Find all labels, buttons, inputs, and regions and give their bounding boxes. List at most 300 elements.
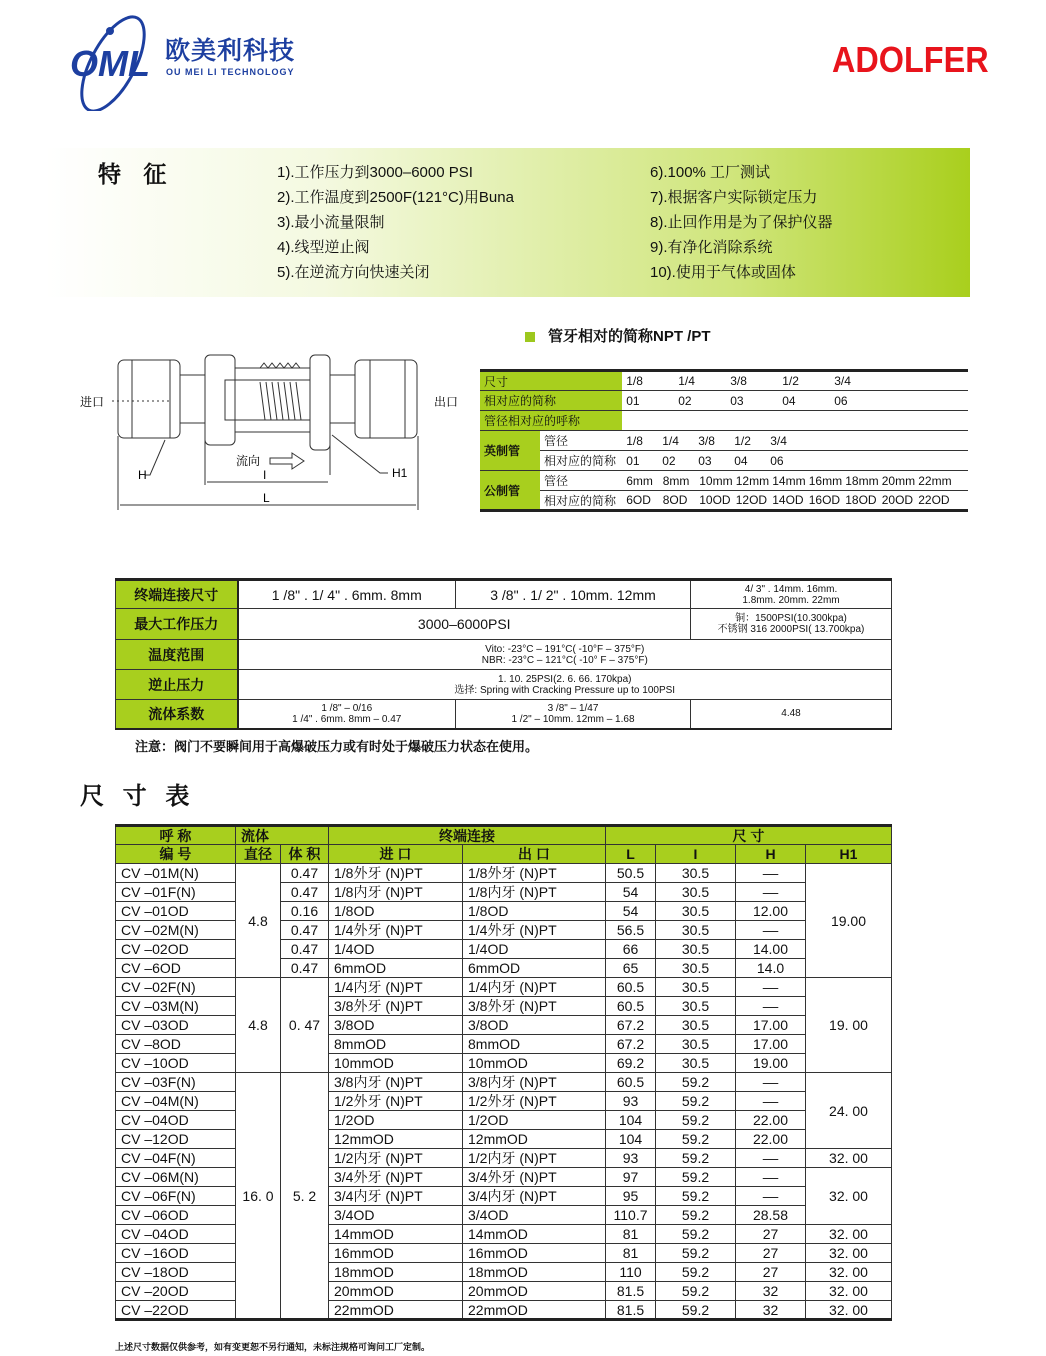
- table-cell: 30.5: [656, 883, 736, 902]
- table-cell: CV –12OD: [116, 1130, 236, 1149]
- table-cell: 27: [736, 1244, 806, 1263]
- table-cell: 22.00: [736, 1130, 806, 1149]
- table-cell: CV –02M(N): [116, 921, 236, 940]
- table-row: [116, 978, 892, 997]
- feature-item: 3).最小流量限制: [277, 214, 385, 231]
- table-cell: 30.5: [656, 959, 736, 978]
- header-cell: I: [656, 845, 736, 864]
- table-cell: 30.5: [656, 940, 736, 959]
- table-cell: 59.2: [656, 1206, 736, 1225]
- table-cell: ––: [736, 1149, 806, 1168]
- table-cell: CV –06OD: [116, 1206, 236, 1225]
- table-row: [116, 864, 892, 883]
- table-cell: 6mmOD: [463, 959, 606, 978]
- spec-cell: 铜：1500PSI(10.300kpa) 不锈钢 316 2000PSI( 13.700kpa): [691, 609, 892, 640]
- table-cell: 1/8内牙 (N)PT: [463, 883, 606, 902]
- h-label: H: [138, 468, 147, 482]
- table-cell: CV –04M(N): [116, 1092, 236, 1111]
- table-cell: 3/8OD: [463, 1016, 606, 1035]
- spec-cell: 1 /8" . 1/ 4" . 6mm. 8mm: [238, 580, 456, 609]
- table-cell: 50.5: [606, 864, 656, 883]
- table-cell: 18mmOD: [463, 1263, 606, 1282]
- outlet-label: 出口: [434, 395, 459, 409]
- table-cell: 104: [606, 1130, 656, 1149]
- npt-value: 04: [782, 393, 796, 408]
- npt-value: 14OD: [772, 493, 804, 507]
- table-cell: CV –04OD: [116, 1225, 236, 1244]
- table-cell: 1/2外牙 (N)PT: [329, 1092, 463, 1111]
- npt-value: 12OD: [735, 493, 768, 507]
- spec-cell: 4.48: [691, 700, 892, 729]
- features-title: 特 征: [98, 161, 175, 187]
- table-row: [116, 1035, 892, 1054]
- table-cell: CV –04F(N): [116, 1149, 236, 1168]
- header-cell: 体 积: [281, 845, 329, 864]
- spec-cell: 4/ 3" . 14mm. 16mm. 1.8mm. 20mm. 22mm: [691, 580, 892, 609]
- feature-item: 1).工作压力到3000–6000 PSI: [277, 164, 473, 181]
- logo-english-name: OU MEI LI TECHNOLOGY: [166, 67, 295, 77]
- table-row: [116, 902, 892, 921]
- table-cell: 30.5: [656, 1054, 736, 1073]
- table-cell: 59.2: [656, 1073, 736, 1092]
- table-cell: 0. 47: [281, 978, 329, 1073]
- table-cell: 1/4OD: [329, 940, 463, 959]
- table-cell: CV –06M(N): [116, 1168, 236, 1187]
- npt-abbrs: [622, 391, 968, 411]
- table-cell: 110.7: [606, 1206, 656, 1225]
- table-cell: 93: [606, 1092, 656, 1111]
- check-valve-diagram: [70, 340, 470, 520]
- spec-label: 逆止压力: [116, 670, 238, 700]
- table-cell: CV –20OD: [116, 1282, 236, 1301]
- metric-label: 公制管: [480, 471, 540, 511]
- table-cell: 60.5: [606, 978, 656, 997]
- table-cell: 27: [736, 1225, 806, 1244]
- header-cell: 呼 称: [116, 826, 236, 845]
- table-cell: 3/4OD: [329, 1206, 463, 1225]
- npt-value: 06: [834, 393, 848, 408]
- table-cell: 3/4外牙 (N)PT: [329, 1168, 463, 1187]
- table-cell: CV –22OD: [116, 1301, 236, 1320]
- table-cell: 14.00: [736, 940, 806, 959]
- table-cell: 12mmOD: [329, 1130, 463, 1149]
- npt-value: 20OD: [881, 493, 914, 507]
- h1-label: H1: [392, 466, 408, 480]
- table-cell: 32. 00: [806, 1244, 892, 1263]
- table-cell: 110: [606, 1263, 656, 1282]
- logo-chinese-name: 欧美利科技: [165, 37, 296, 65]
- table-cell: 3/4内牙 (N)PT: [329, 1187, 463, 1206]
- npt-value: 18mm: [845, 473, 879, 488]
- table-cell: 19.00: [806, 864, 892, 978]
- table-cell: 59.2: [656, 1168, 736, 1187]
- table-cell: 10mmOD: [329, 1054, 463, 1073]
- npt-value: 22mm: [918, 473, 952, 488]
- table-cell: CV –03M(N): [116, 997, 236, 1016]
- table-cell: 6mmOD: [329, 959, 463, 978]
- table-cell: CV –02F(N): [116, 978, 236, 997]
- table-cell: 54: [606, 883, 656, 902]
- table-cell: 59.2: [656, 1301, 736, 1320]
- table-row: [116, 1149, 892, 1168]
- table-cell: 1/8OD: [463, 902, 606, 921]
- table-cell: ––: [736, 1092, 806, 1111]
- table-cell: 59.2: [656, 1187, 736, 1206]
- table-row: [116, 1282, 892, 1301]
- npt-value: 12mm: [735, 473, 770, 488]
- imperial-pipe-label: 管径: [540, 431, 622, 451]
- table-cell: 10mmOD: [463, 1054, 606, 1073]
- header-cell: 直径: [236, 845, 281, 864]
- table-row: [116, 1054, 892, 1073]
- table-cell: 3/4OD: [463, 1206, 606, 1225]
- npt-value: 20mm: [881, 473, 916, 488]
- table-cell: 0.47: [281, 883, 329, 902]
- table-cell: 24. 00: [806, 1073, 892, 1149]
- bullet-square-icon: [525, 332, 535, 342]
- table-cell: 1/8外牙 (N)PT: [463, 864, 606, 883]
- table-cell: 32. 00: [806, 1301, 892, 1320]
- table-cell: CV –03OD: [116, 1016, 236, 1035]
- npt-value: 16mm: [808, 473, 843, 488]
- header-cell: L: [606, 845, 656, 864]
- table-cell: 65: [606, 959, 656, 978]
- npt-value: 01: [626, 393, 640, 408]
- table-cell: 0.47: [281, 864, 329, 883]
- table-cell: CV –01F(N): [116, 883, 236, 902]
- table-cell: 32: [736, 1301, 806, 1320]
- table-cell: CV –02OD: [116, 940, 236, 959]
- table-cell: 59.2: [656, 1130, 736, 1149]
- table-row: [116, 1244, 892, 1263]
- npt-value: 1/8: [626, 433, 643, 448]
- table-cell: 97: [606, 1168, 656, 1187]
- spec-cell: 3 /8" . 1/ 2" . 10mm. 12mm: [456, 580, 691, 609]
- table-cell: 3/8内牙 (N)PT: [329, 1073, 463, 1092]
- table-cell: 0.16: [281, 902, 329, 921]
- table-cell: 1/2内牙 (N)PT: [329, 1149, 463, 1168]
- table-cell: 95: [606, 1187, 656, 1206]
- spec-label: 最大工作压力: [116, 609, 238, 640]
- table-cell: 22.00: [736, 1111, 806, 1130]
- table-cell: 81.5: [606, 1301, 656, 1320]
- table-cell: 60.5: [606, 997, 656, 1016]
- npt-value: 1/2: [782, 374, 799, 388]
- npt-value: 22OD: [918, 493, 950, 507]
- table-row: [116, 921, 892, 940]
- table-cell: 5. 2: [281, 1073, 329, 1320]
- npt-value: 02: [678, 393, 692, 408]
- feature-item: 6).100% 工厂测试: [650, 164, 771, 181]
- table-cell: 4.8: [236, 864, 281, 978]
- table-row: [116, 1092, 892, 1111]
- table-cell: ––: [736, 1187, 806, 1206]
- npt-value: 3/4: [770, 433, 787, 448]
- table-row: [116, 1168, 892, 1187]
- table-cell: 8mmOD: [329, 1035, 463, 1054]
- header-cell: 出 口: [463, 845, 606, 864]
- table-cell: 66: [606, 940, 656, 959]
- table-row: [116, 1225, 892, 1244]
- footer-note: 上述尺寸数据仅供参考，如有变更恕不另行通知，未标注规格可询问工厂定制。: [115, 1342, 431, 1352]
- feature-item: 7).根据客户实际锁定压力: [650, 189, 818, 206]
- npt-value: 3/4: [834, 374, 851, 388]
- table-cell: CV –01OD: [116, 902, 236, 921]
- npt-value: 1/4: [678, 374, 695, 388]
- npt-value: 02: [662, 453, 676, 468]
- npt-value: 06: [770, 453, 784, 468]
- table-cell: 1/2OD: [329, 1111, 463, 1130]
- table-cell: CV –01M(N): [116, 864, 236, 883]
- npt-table-title: 管牙相对的简称NPT /PT: [548, 328, 711, 345]
- metric-abbr-label: 相对应的简称: [540, 491, 622, 511]
- table-cell: 59.2: [656, 1225, 736, 1244]
- npt-value: 1/2: [734, 433, 751, 448]
- npt-sizes: [622, 371, 968, 391]
- table-cell: CV –16OD: [116, 1244, 236, 1263]
- table-cell: ––: [736, 921, 806, 940]
- npt-value: 04: [734, 453, 748, 468]
- table-cell: 59.2: [656, 1282, 736, 1301]
- table-cell: 0.47: [281, 921, 329, 940]
- header-cell: 进 口: [329, 845, 463, 864]
- feature-item: 4).线型逆止阀: [277, 239, 370, 256]
- table-cell: 32. 00: [806, 1149, 892, 1168]
- header-cell: 编 号: [116, 845, 236, 864]
- npt-value: 6mm: [626, 473, 653, 488]
- npt-table: [480, 369, 968, 512]
- warning-note: 注意：阀门不要瞬间用于高爆破压力或有时处于爆破压力状态在使用。: [135, 739, 539, 754]
- table-cell: 1/8OD: [329, 902, 463, 921]
- table-cell: 14.0: [736, 959, 806, 978]
- table-row: [116, 997, 892, 1016]
- npt-value: 1/4: [662, 433, 679, 448]
- table-cell: 32. 00: [806, 1225, 892, 1244]
- table-cell: 59.2: [656, 1092, 736, 1111]
- table-row: [116, 959, 892, 978]
- table-cell: 1/2OD: [463, 1111, 606, 1130]
- table-cell: 59.2: [656, 1111, 736, 1130]
- table-cell: 3/8外牙 (N)PT: [329, 997, 463, 1016]
- table-cell: 3/8外牙 (N)PT: [463, 997, 606, 1016]
- dimension-table-title: 尺 寸 表: [80, 783, 196, 810]
- npt-value: 3/8: [730, 374, 747, 388]
- table-cell: 30.5: [656, 997, 736, 1016]
- table-cell: 59.2: [656, 1149, 736, 1168]
- header-cell: H1: [806, 845, 892, 864]
- table-cell: 4.8: [236, 978, 281, 1073]
- imperial-label: 英制管: [480, 431, 540, 471]
- features-list-right: [650, 160, 833, 285]
- table-cell: 32: [736, 1282, 806, 1301]
- npt-value: 03: [730, 393, 744, 408]
- table-cell: CV –03F(N): [116, 1073, 236, 1092]
- npt-value: 10OD: [699, 493, 731, 507]
- table-cell: 0.47: [281, 959, 329, 978]
- table-cell: 32. 00: [806, 1282, 892, 1301]
- npt-value: 10mm: [699, 473, 733, 488]
- table-cell: 32. 00: [806, 1168, 892, 1225]
- table-cell: 32. 00: [806, 1263, 892, 1282]
- spec-table: [115, 578, 892, 730]
- npt-value: 3/8: [698, 433, 715, 448]
- npt-size-label: 尺寸: [480, 371, 622, 391]
- table-row: [116, 883, 892, 902]
- table-cell: 59.2: [656, 1263, 736, 1282]
- spec-label: 终端连接尺寸: [116, 580, 238, 609]
- feature-item: 10).使用于气体或固体: [650, 264, 796, 281]
- table-cell: CV –04OD: [116, 1111, 236, 1130]
- table-cell: 0.47: [281, 940, 329, 959]
- svg-text:OML: OML: [70, 43, 150, 84]
- spec-label: 温度范围: [116, 640, 238, 670]
- npt-value: 8mm: [662, 473, 690, 488]
- table-cell: 3/8OD: [329, 1016, 463, 1035]
- feature-item: 8).止回作用是为了保护仪器: [650, 214, 833, 231]
- table-cell: 28.58: [736, 1206, 806, 1225]
- inlet-label: 进口: [80, 395, 105, 409]
- table-row: [116, 1073, 892, 1092]
- table-cell: ––: [736, 997, 806, 1016]
- spec-cell: 3000–6000PSI: [238, 609, 691, 640]
- table-cell: 16mmOD: [329, 1244, 463, 1263]
- table-cell: 59.2: [656, 1244, 736, 1263]
- table-cell: CV –06F(N): [116, 1187, 236, 1206]
- table-cell: 22mmOD: [329, 1301, 463, 1320]
- table-cell: 69.2: [606, 1054, 656, 1073]
- header-cell: 尺 寸: [606, 826, 892, 845]
- table-cell: 19. 00: [806, 978, 892, 1073]
- table-cell: 67.2: [606, 1035, 656, 1054]
- table-cell: 81: [606, 1225, 656, 1244]
- table-cell: 67.2: [606, 1016, 656, 1035]
- brand-logo: ADOLFER: [832, 39, 989, 80]
- header-cell: 流体: [236, 826, 329, 845]
- table-cell: ––: [736, 864, 806, 883]
- table-cell: 30.5: [656, 1035, 736, 1054]
- table-cell: 18mmOD: [329, 1263, 463, 1282]
- table-cell: 81: [606, 1244, 656, 1263]
- table-row: [116, 940, 892, 959]
- table-cell: 12.00: [736, 902, 806, 921]
- npt-value: 1/8: [626, 374, 643, 388]
- table-cell: 30.5: [656, 902, 736, 921]
- table-cell: 30.5: [656, 978, 736, 997]
- table-cell: 1/8内牙 (N)PT: [329, 883, 463, 902]
- table-cell: 1/4OD: [463, 940, 606, 959]
- table-cell: 27: [736, 1263, 806, 1282]
- table-cell: 16mmOD: [463, 1244, 606, 1263]
- table-row: [116, 1130, 892, 1149]
- table-cell: 104: [606, 1111, 656, 1130]
- table-cell: 1/2内牙 (N)PT: [463, 1149, 606, 1168]
- imperial-abbr-label: 相对应的简称: [540, 451, 622, 471]
- npt-value: 8OD: [662, 493, 688, 507]
- features-list-left: [277, 160, 514, 285]
- table-cell: 22mmOD: [463, 1301, 606, 1320]
- table-cell: ––: [736, 883, 806, 902]
- table-cell: 14mmOD: [329, 1225, 463, 1244]
- table-cell: 93: [606, 1149, 656, 1168]
- npt-abbr-label: 相对应的简称: [480, 391, 622, 411]
- table-cell: 1/4外牙 (N)PT: [329, 921, 463, 940]
- npt-value: 01: [626, 453, 640, 468]
- table-cell: 3/4外牙 (N)PT: [463, 1168, 606, 1187]
- table-cell: CV –8OD: [116, 1035, 236, 1054]
- feature-item: 9).有净化消除系统: [650, 239, 773, 256]
- npt-value: 03: [698, 453, 712, 468]
- table-cell: 30.5: [656, 1016, 736, 1035]
- table-cell: 17.00: [736, 1035, 806, 1054]
- table-cell: ––: [736, 978, 806, 997]
- table-cell: 1/4内牙 (N)PT: [329, 978, 463, 997]
- table-cell: 3/4内牙 (N)PT: [463, 1187, 606, 1206]
- table-cell: 17.00: [736, 1016, 806, 1035]
- metric-pipe-label: 管径: [540, 471, 622, 491]
- table-cell: 12mmOD: [463, 1130, 606, 1149]
- table-cell: 19.00: [736, 1054, 806, 1073]
- flow-direction-label: 流向: [236, 454, 261, 468]
- spec-cell: Vito: -23°C – 191°C( -10°F – 375°F) NBR: -23°C – 121°C( -10° F – 375°F): [238, 640, 892, 670]
- header-cell: H: [736, 845, 806, 864]
- header-cell: 终端连接: [329, 826, 606, 845]
- table-cell: 20mmOD: [329, 1282, 463, 1301]
- table-cell: CV –10OD: [116, 1054, 236, 1073]
- table-cell: 1/2外牙 (N)PT: [463, 1092, 606, 1111]
- table-cell: CV –6OD: [116, 959, 236, 978]
- table-cell: 30.5: [656, 921, 736, 940]
- feature-item: 5).在逆流方向快速关闭: [277, 264, 430, 281]
- table-cell: ––: [736, 1168, 806, 1187]
- npt-value: 14mm: [772, 473, 806, 488]
- spec-cell: 1. 10. 25PSI(2. 6. 66. 170kpa) 选择: Spring with Cracking Pressure up to 100PSI: [238, 670, 892, 700]
- table-cell: 3/8内牙 (N)PT: [463, 1073, 606, 1092]
- table-row: [116, 1016, 892, 1035]
- npt-nominal-label: 管径相对应的呼称: [480, 411, 622, 431]
- table-cell: 1/8外牙 (N)PT: [329, 864, 463, 883]
- table-cell: 16. 0: [236, 1073, 281, 1320]
- spec-label: 流体系数: [116, 700, 238, 729]
- spec-cell: 1 /8" – 0/16 1 /4" . 6mm. 8mm – 0.47: [238, 700, 456, 729]
- table-cell: 54: [606, 902, 656, 921]
- table-cell: 1/4外牙 (N)PT: [463, 921, 606, 940]
- table-cell: 56.5: [606, 921, 656, 940]
- table-row: [116, 1206, 892, 1225]
- table-cell: 1/4内牙 (N)PT: [463, 978, 606, 997]
- table-cell: CV –18OD: [116, 1263, 236, 1282]
- table-cell: ––: [736, 1073, 806, 1092]
- table-cell: 30.5: [656, 864, 736, 883]
- table-cell: 60.5: [606, 1073, 656, 1092]
- table-cell: 14mmOD: [463, 1225, 606, 1244]
- npt-value: 16OD: [808, 493, 841, 507]
- table-cell: 8mmOD: [463, 1035, 606, 1054]
- table-row: [116, 1187, 892, 1206]
- feature-item: 2).工作温度到2500F(121°C)用Buna: [277, 189, 514, 206]
- table-row: [116, 1301, 892, 1320]
- table-row: [116, 1263, 892, 1282]
- l-label: L: [263, 491, 270, 505]
- npt-value: 18OD: [845, 493, 877, 507]
- dimension-table: [115, 824, 892, 1321]
- npt-value: 6OD: [626, 493, 651, 507]
- table-row: [116, 1111, 892, 1130]
- oml-logo-icon: [68, 6, 168, 111]
- spec-cell: 3 /8" – 1/47 1 /2" – 10mm. 12mm – 1.68: [456, 700, 691, 729]
- i-label: I: [263, 468, 267, 482]
- table-cell: 81.5: [606, 1282, 656, 1301]
- table-cell: 20mmOD: [463, 1282, 606, 1301]
